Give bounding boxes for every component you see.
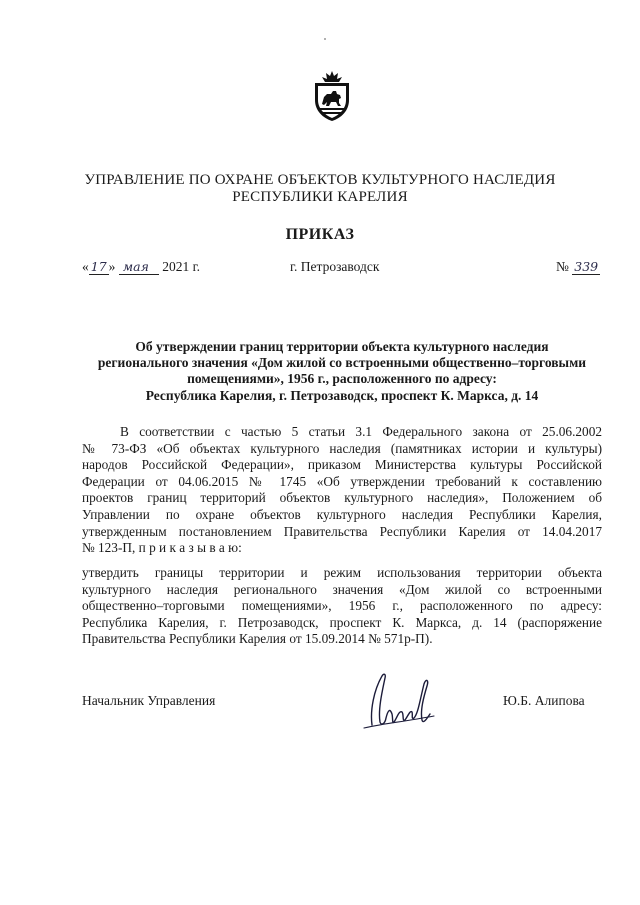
date-day: 17 <box>90 259 107 274</box>
body-line: Федерации от 04.06.2015 № 1745 «Об утверждении требований к составлению <box>82 473 602 489</box>
body-line: Республика Карелия, г. Петрозаводск, проспект К. Маркса, д. 14 (распоряжение <box>82 614 602 630</box>
handwritten-signature <box>350 670 440 732</box>
body-line: утвержденным постановлением Правительства Республики Карелия от 14.04.2017 <box>82 523 602 539</box>
order-paragraph <box>82 565 602 648</box>
signatory-title: Начальник Управления <box>82 693 216 708</box>
body-line: проектов границ территорий объектов культурного наследия», Положением об <box>82 490 602 506</box>
organization-name-line2: РЕСПУБЛИКИ КАРЕЛИЯ <box>232 189 408 205</box>
body-line: № 73-ФЗ «Об объектах культурного наследия (памятниках истории и культуры) <box>82 440 602 456</box>
date-year: 2021 г. <box>162 259 201 274</box>
body-line: утвердить границы территории и режим использования территории объекта <box>82 565 602 580</box>
order-subject <box>82 339 602 404</box>
body-line: общественно–торговыми помещениями», 1956 г., расположенного по адресу: <box>82 598 602 614</box>
body-line: Управлении по охране объектов культурного наследия Республики Карелия, <box>82 506 602 522</box>
document-type: ПРИКАЗ <box>285 226 355 243</box>
scan-dot <box>324 38 326 40</box>
order-city: г. Петрозаводск <box>290 259 380 274</box>
body-line: В соответствии с частью 5 статьи 3.1 Федерального закона от 25.06.2002 <box>120 424 602 439</box>
order-number <box>556 259 600 275</box>
preamble-paragraph <box>82 424 602 557</box>
subject-line: Об утверждении границ территории объекта культурного наследия <box>135 339 549 354</box>
body-line: № 123-П, п р и к а з ы в а ю: <box>82 540 242 556</box>
order-date <box>82 259 200 275</box>
signatory-name: Ю.Б. Алипова <box>503 693 585 708</box>
organization-name-line1: УПРАВЛЕНИЕ ПО ОХРАНЕ ОБЪЕКТОВ КУЛЬТУРНОГО НАСЛЕДИЯ <box>84 172 556 188</box>
body-line: культурного наследия регионального значения «Дом жилой со встроенными <box>82 581 602 597</box>
number-value: 339 <box>574 259 599 274</box>
date-month: мая <box>119 259 159 275</box>
date-close-quote: » <box>108 259 116 274</box>
date-open-quote: « <box>82 259 89 274</box>
body-line: народов Российской Федерации», приказом Министерства культуры Российской <box>82 457 602 473</box>
subject-line: регионального значения «Дом жилой со встроенными общественно–торговыми <box>97 355 587 371</box>
subject-line: помещениями», 1956 г., расположенного по адресу: <box>187 371 497 387</box>
subject-line: Республика Карелия, г. Петрозаводск, проспект К. Маркса, д. 14 <box>145 387 539 403</box>
body-line: Правительства Республики Карелия от 15.09.2014 № 571р-П). <box>82 631 433 647</box>
coat-of-arms-icon <box>311 70 353 122</box>
number-sign: № <box>556 259 569 274</box>
